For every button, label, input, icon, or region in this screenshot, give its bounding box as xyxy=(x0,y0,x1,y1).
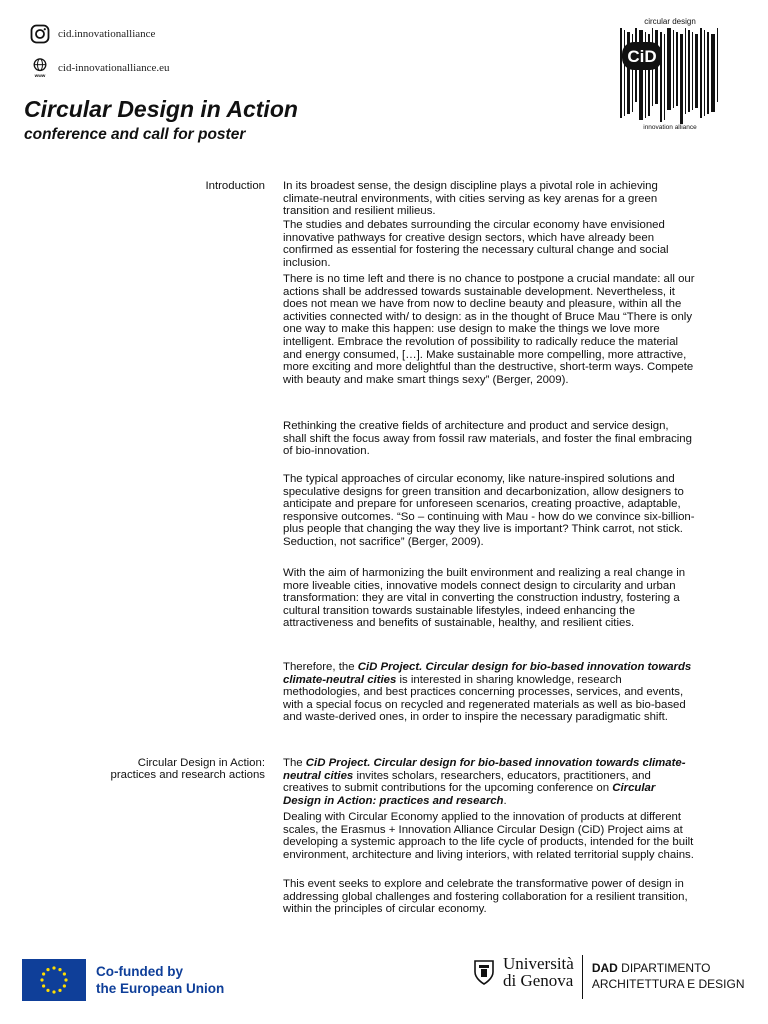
eu-flag-icon xyxy=(22,959,86,1001)
logo-wordmark: CiD xyxy=(627,47,657,66)
website-link[interactable] xyxy=(30,58,169,78)
page-title: Circular Design in Action xyxy=(24,96,298,122)
university-logo xyxy=(473,955,745,999)
instagram-icon xyxy=(30,24,50,44)
intro-paragraph-6: With the aim of harmonizing the built environment and realizing a real change in more liveable cities, innovative models connect design to circularity and urban transformation: they are vital in converting the construction industry, fostering a cultural transition towards sustainable lifestyles, indeed enhancing the attractiveness and benefits of sustainable, healthy, and resilient cities. xyxy=(283,567,686,630)
university-name-line1: Università xyxy=(503,954,574,973)
section-label-introduction: Introduction xyxy=(205,180,265,192)
website-url: cid-innovationalliance.eu xyxy=(58,62,170,74)
intro-paragraph-3: There is no time left and there is no chance to postpone a crucial mandate: all our actions shall be addressed towards sustainable development. Nevertheless, it does not mean we have from now to decline beauty and pleasure, within all the activities connected with/ to design: as in the thought of Bruce Mau “There is only one way to make this happen: use design to make the things we love more intelligent. Embrace the revolution of possibility to radically reduce the material and energy consumed, […]. Make sustainable more compelling, more attractive, more exciting and more delightful than the destructive, short-term ways. Compete with beauty and make smart things sexy” (Berger, 2009). xyxy=(283,273,695,386)
practices-paragraph-2: Dealing with Circular Economy applied to the innovation of products at different scales, the Erasmus + Innovation Alliance Circular Design (CiD) Project aims at developing a systemic approach to the life cycle of products, intended for the built environment, architecture and living interiors, with related territorial supply chains. xyxy=(283,811,694,861)
section-label-practices-line2: practices and research actions xyxy=(110,769,265,781)
instagram-handle: cid.innovationalliance xyxy=(58,28,156,40)
intro-paragraph-7 xyxy=(283,661,695,724)
department-abbr: DAD xyxy=(591,961,618,975)
social-links xyxy=(30,24,169,92)
intro-paragraph-2: The studies and debates surrounding the circular economy have envisioned innovative pathways for creative design sectors, which have already been confirmed as essential for fostering the necessary cultural change and social inclusion. xyxy=(283,219,669,269)
project-name-emphasis: CiD Project. Circular design for bio-based innovation towards climate-neutral cities xyxy=(283,661,692,686)
cid-logo xyxy=(618,16,722,134)
practices-paragraph-1 xyxy=(283,757,695,807)
globe-icon xyxy=(30,58,50,78)
eu-funding-line2: the European Union xyxy=(96,981,225,996)
eu-funding-text xyxy=(96,963,224,997)
department-line1: DIPARTIMENTO xyxy=(621,961,711,975)
footer-divider xyxy=(582,955,583,999)
department-line2: ARCHITETTURA E DESIGN xyxy=(591,977,745,991)
intro-paragraph-4: Rethinking the creative fields of architecture and product and service design, shall shift the focus away from fossil raw materials, and foster the final embracing of bio-innovation. xyxy=(283,420,692,458)
practices-p1-pre: The xyxy=(283,757,306,769)
logo-caption: innovation alliance xyxy=(643,124,697,131)
intro-paragraph-5: The typical approaches of circular economy, like nature-inspired solutions and speculative designs for green transition and decarbonization, allow designers to anticipate and prepare for unforeseen scenarios, creating proactive, adaptable, responsive outcomes. “So – continuing with Mau - how do we convince six-billion-plus people that changing the way they live is important? Think carrot, not stick. Seduction, not sacrifice” (Berger, 2009). xyxy=(283,473,695,548)
university-name-line2: di Genova xyxy=(503,971,574,990)
practices-p1-mid: invites scholars, researchers, educators, practitioners, and creatives to submit contributions for the upcoming conference on xyxy=(283,769,651,795)
section-label-practices xyxy=(40,757,265,781)
practices-p1-end: . xyxy=(503,794,507,807)
logo-top-text: circular design xyxy=(644,17,696,26)
project-name-emphasis-2: CiD Project. Circular design for bio-based innovation towards climate-neutral cities xyxy=(283,757,686,782)
university-name xyxy=(503,955,574,989)
intro-p7-pre: Therefore, the xyxy=(283,661,358,673)
globe-icon-caption: www xyxy=(34,72,46,78)
practices-paragraph-3: This event seeks to explore and celebrate the transformative power of design in addressing global challenges and fostering collaboration for a resilient transition, within the principles of circular economy. xyxy=(283,878,688,916)
eu-funding-line1: Co-funded by xyxy=(96,964,183,979)
instagram-link[interactable] xyxy=(30,24,169,44)
university-crest-icon xyxy=(473,959,495,985)
conference-name-emphasis: Circular Design in Action: practices and research xyxy=(283,782,656,807)
section-label-practices-line1: Circular Design in Action: xyxy=(137,757,265,769)
intro-p7-post: is interested in sharing knowledge, research methodologies, and best practices concerning processes, services, and events, with a special focus on recycled and regenerated materials as well as bio-based and waste-derived ones, in order to inspire the necessary paradigmatic shift. xyxy=(283,673,686,724)
page-subtitle: conference and call for poster xyxy=(24,126,246,143)
department-name xyxy=(592,960,745,992)
intro-paragraph-1: In its broadest sense, the design discipline plays a pivotal role in achieving climate-neutral environments, with cities serving as key arenas for a green transition and resilient milieus. xyxy=(283,180,658,218)
